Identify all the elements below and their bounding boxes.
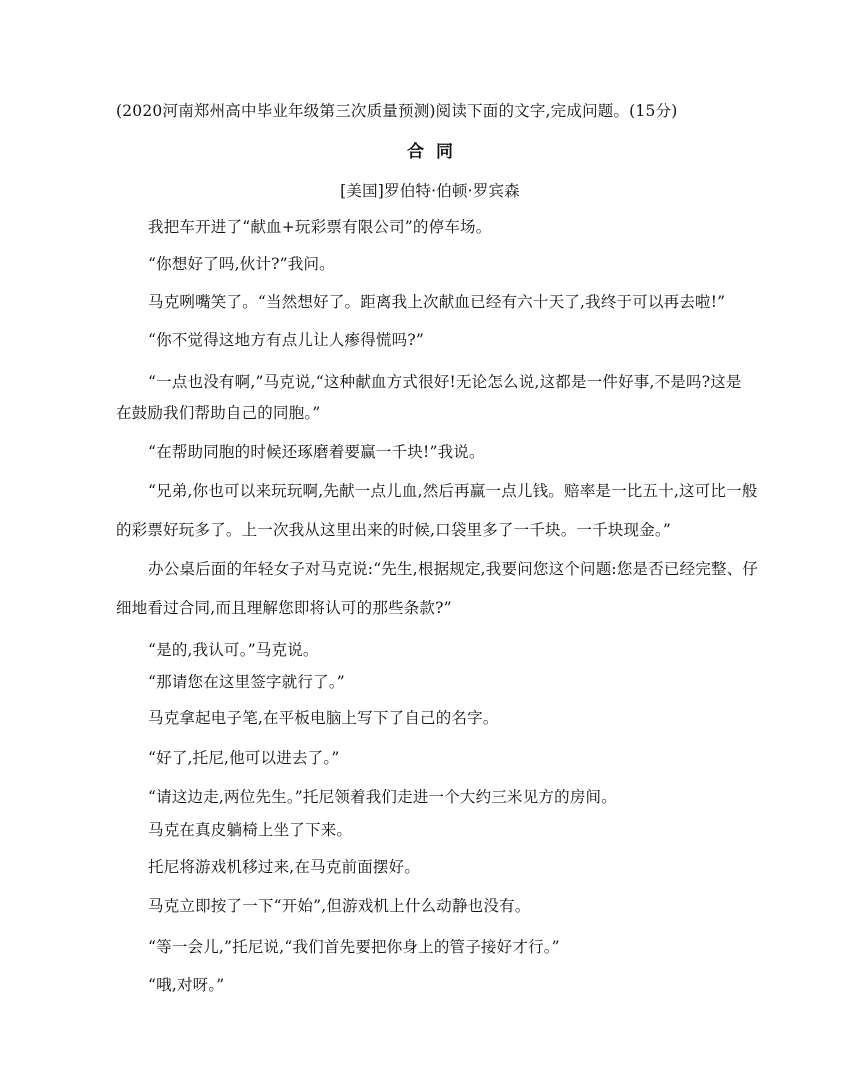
paragraph-line: “哦,对呀。” — [148, 976, 225, 994]
paragraph-line: 我把车开进了“献血+玩彩票有限公司”的停车场。 — [148, 218, 492, 236]
paragraph-line: 细地看过合同,而且理解您即将认可的那些条款?” — [116, 599, 452, 617]
paragraph-line: “那请您在这里签字就行了。” — [148, 673, 345, 691]
paragraph-line: 马克立即按了一下“开始”,但游戏机上什么动静也没有。 — [148, 897, 531, 915]
story-title: 合同 — [407, 142, 465, 162]
paragraph-line: “是的,我认可。”马克说。 — [148, 641, 319, 659]
story-author: [美国]罗伯特·伯顿·罗宾森 — [340, 182, 520, 200]
paragraph-line: “兄弟,你也可以来玩玩啊,先献一点儿血,然后再赢一点儿钱。赔率是一比五十,这可比一般 — [148, 482, 758, 500]
paragraph-line: “等一会儿,”托尼说,“我们首先要把你身上的管子接好才行。” — [148, 938, 560, 956]
paragraph-line: 托尼将游戏机移过来,在马克前面摆好。 — [148, 858, 421, 876]
paragraph-line: “一点也没有啊,”马克说,“这种献血方式很好!无论怎么说,这都是一件好事,不是吗?这是 — [148, 373, 742, 391]
paragraph-line: 办公桌后面的年轻女子对马克说:“先生,根据规定,我要问您这个问题:您是否已经完整、仔 — [148, 560, 759, 578]
paragraph-line: “请这边走,两位先生。”托尼领着我们走进一个大约三米见方的房间。 — [148, 788, 617, 806]
paragraph-line: “在帮助同胞的时候还琢磨着要赢一千块!”我说。 — [148, 443, 485, 461]
paragraph-line: “你想好了吗,伙计?”我问。 — [148, 255, 335, 273]
paragraph-line: 的彩票好玩多了。上一次我从这里出来的时候,口袋里多了一千块。一千块现金。” — [116, 521, 672, 539]
exam-header: (2020河南郑州高中毕业年级第三次质量预测)阅读下面的文字,完成问题。(15分) — [116, 102, 678, 120]
paragraph-line: “好了,托尼,他可以进去了。” — [148, 749, 340, 767]
paragraph-line: 在鼓励我们帮助自己的同胞。” — [116, 404, 321, 422]
paragraph-line: 马克咧嘴笑了。“当然想好了。距离我上次献血已经有六十天了,我终于可以再去啦!” — [148, 293, 726, 311]
paragraph-line: “你不觉得这地方有点儿让人瘆得慌吗?” — [148, 331, 424, 349]
paragraph-line: 马克拿起电子笔,在平板电脑上写下了自己的名字。 — [148, 709, 499, 727]
paragraph-line: 马克在真皮躺椅上坐了下来。 — [148, 821, 353, 839]
